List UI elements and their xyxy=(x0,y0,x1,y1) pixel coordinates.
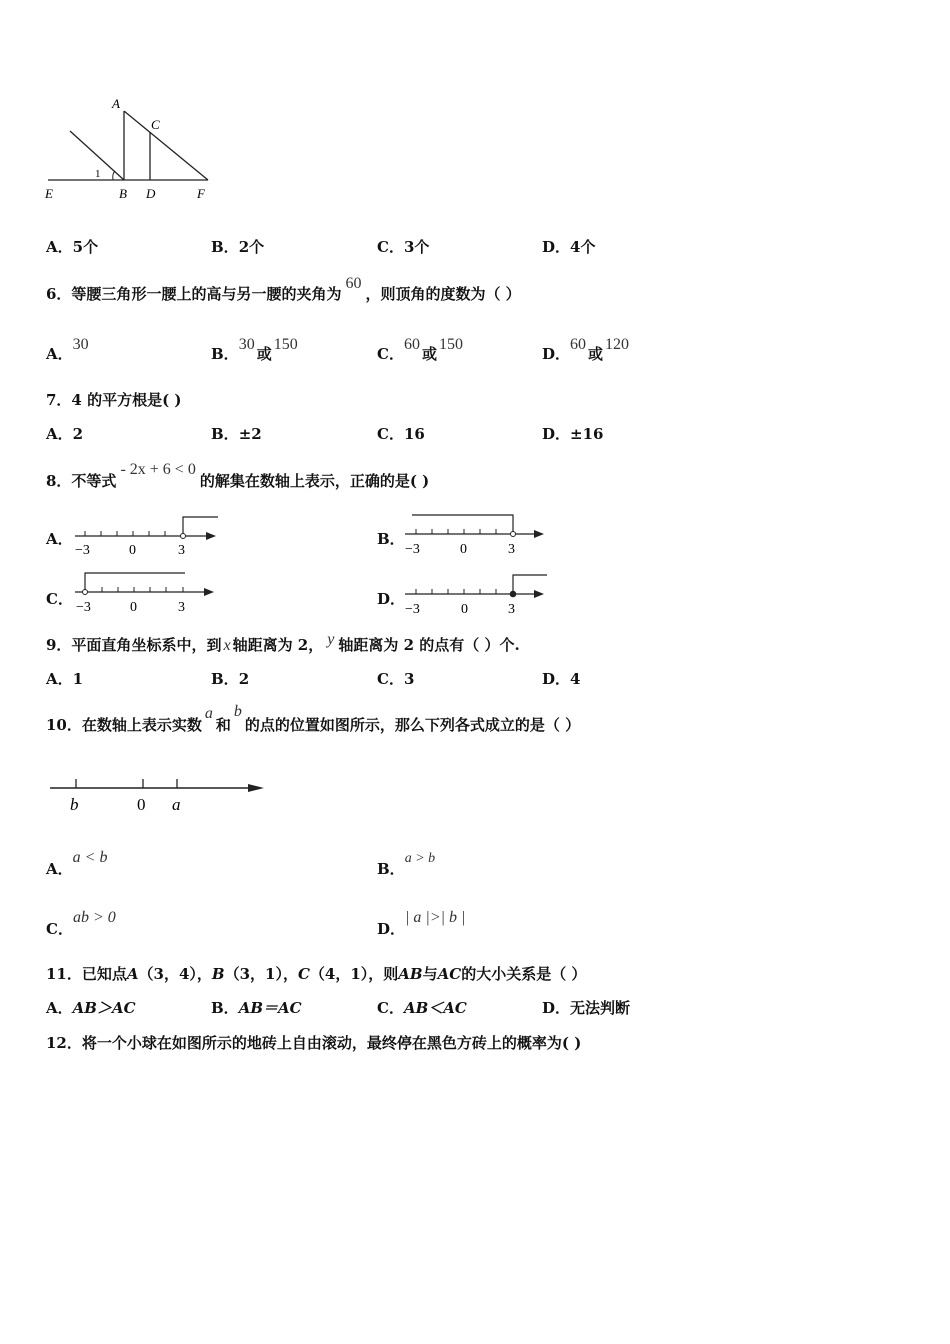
q8-stem: 8．不等式- 2x + 6 < 0的解集在数轴上表示，正确的是( ) xyxy=(46,461,430,490)
svg-text:3: 3 xyxy=(178,543,185,558)
q8-option-c-label: C． xyxy=(46,590,73,608)
q8-option-b-number-line xyxy=(400,508,560,560)
q10-option-c: C．ab > 0 xyxy=(46,909,116,938)
q9-stem: 9．平面直角坐标系中，到 x 轴距离为 2， y 轴距离为 2 的点有（ ）个. xyxy=(46,631,520,654)
svg-text:a: a xyxy=(172,795,181,814)
q11-option-b: B．AB＝AC xyxy=(211,999,302,1017)
label-E: E xyxy=(45,186,53,201)
svg-text:−3: −3 xyxy=(405,602,420,617)
q11-option-d: D．无法判断 xyxy=(542,999,631,1017)
q7-option-a: A．2 xyxy=(46,425,84,443)
q6-option-b: B．30或150 xyxy=(211,336,298,363)
svg-text:0: 0 xyxy=(137,795,146,814)
q10-number-line xyxy=(44,770,274,822)
q9-option-d: D．4 xyxy=(542,670,581,688)
q8-option-a-number-line xyxy=(70,512,230,560)
q6-option-d: D．60或120 xyxy=(542,336,630,363)
svg-text:3: 3 xyxy=(508,602,515,617)
svg-text:b: b xyxy=(70,795,79,814)
svg-text:−3: −3 xyxy=(405,542,420,557)
q6-option-a: A．30 xyxy=(46,336,89,363)
q11-stem: 11．已知点A（3，4），B（3，1），C（4，1），则AB与AC的大小关系是（ ） xyxy=(46,965,587,983)
q7-stem: 7．4 的平方根是( ) xyxy=(46,391,182,409)
q10-stem: 10．在数轴上表示实数a和b的点的位置如图所示，那么下列各式成立的是（ ） xyxy=(46,703,581,734)
q8-option-d-label: D． xyxy=(377,590,406,608)
geometry-figure xyxy=(40,95,220,207)
q5-option-b: B．2个 xyxy=(211,238,265,256)
q7-option-c: C．16 xyxy=(377,425,425,443)
svg-text:0: 0 xyxy=(129,543,136,558)
q9-option-b: B．2 xyxy=(211,670,250,688)
svg-text:3: 3 xyxy=(178,600,185,615)
q8-option-b-label: B． xyxy=(377,530,405,548)
q11-option-c: C．AB＜AC xyxy=(377,999,467,1017)
q5-option-d: D．4个 xyxy=(542,238,596,256)
svg-text:0: 0 xyxy=(460,542,467,557)
svg-text:−3: −3 xyxy=(75,543,90,558)
label-C: C xyxy=(151,117,160,132)
svg-text:0: 0 xyxy=(130,600,137,615)
q10-option-d: D．| a |>| b | xyxy=(377,909,466,938)
q9-option-a: A．1 xyxy=(46,670,84,688)
q8-option-c-number-line xyxy=(70,568,230,618)
q6-stem: 6．等腰三角形一腰上的高与另一腰的夹角为60，则顶角的度数为（ ） xyxy=(46,275,521,303)
q10-option-b: B．a > b xyxy=(377,851,436,878)
q10-option-a: A．a < b xyxy=(46,849,108,878)
label-angle-1: 1 xyxy=(95,168,101,180)
q7-option-d: D．±16 xyxy=(542,425,604,443)
label-D: D xyxy=(146,186,156,201)
q11-option-a: A．AB＞AC xyxy=(46,999,136,1017)
q8-option-d-number-line xyxy=(400,568,560,618)
q12-stem: 12．将一个小球在如图所示的地砖上自由滚动，最终停在黑色方砖上的概率为( ) xyxy=(46,1034,582,1052)
svg-text:0: 0 xyxy=(461,602,468,617)
label-F: F xyxy=(197,186,205,201)
q5-option-a: A．5个 xyxy=(46,238,99,256)
svg-text:−3: −3 xyxy=(76,600,91,615)
svg-text:3: 3 xyxy=(508,542,515,557)
q6-option-c: C．60或150 xyxy=(377,336,463,363)
q9-option-c: C．3 xyxy=(377,670,415,688)
q8-option-a-label: A． xyxy=(46,530,73,548)
q5-option-c: C．3个 xyxy=(377,238,430,256)
label-A: A xyxy=(112,96,120,111)
label-B: B xyxy=(119,186,127,201)
q7-option-b: B．±2 xyxy=(211,425,262,443)
